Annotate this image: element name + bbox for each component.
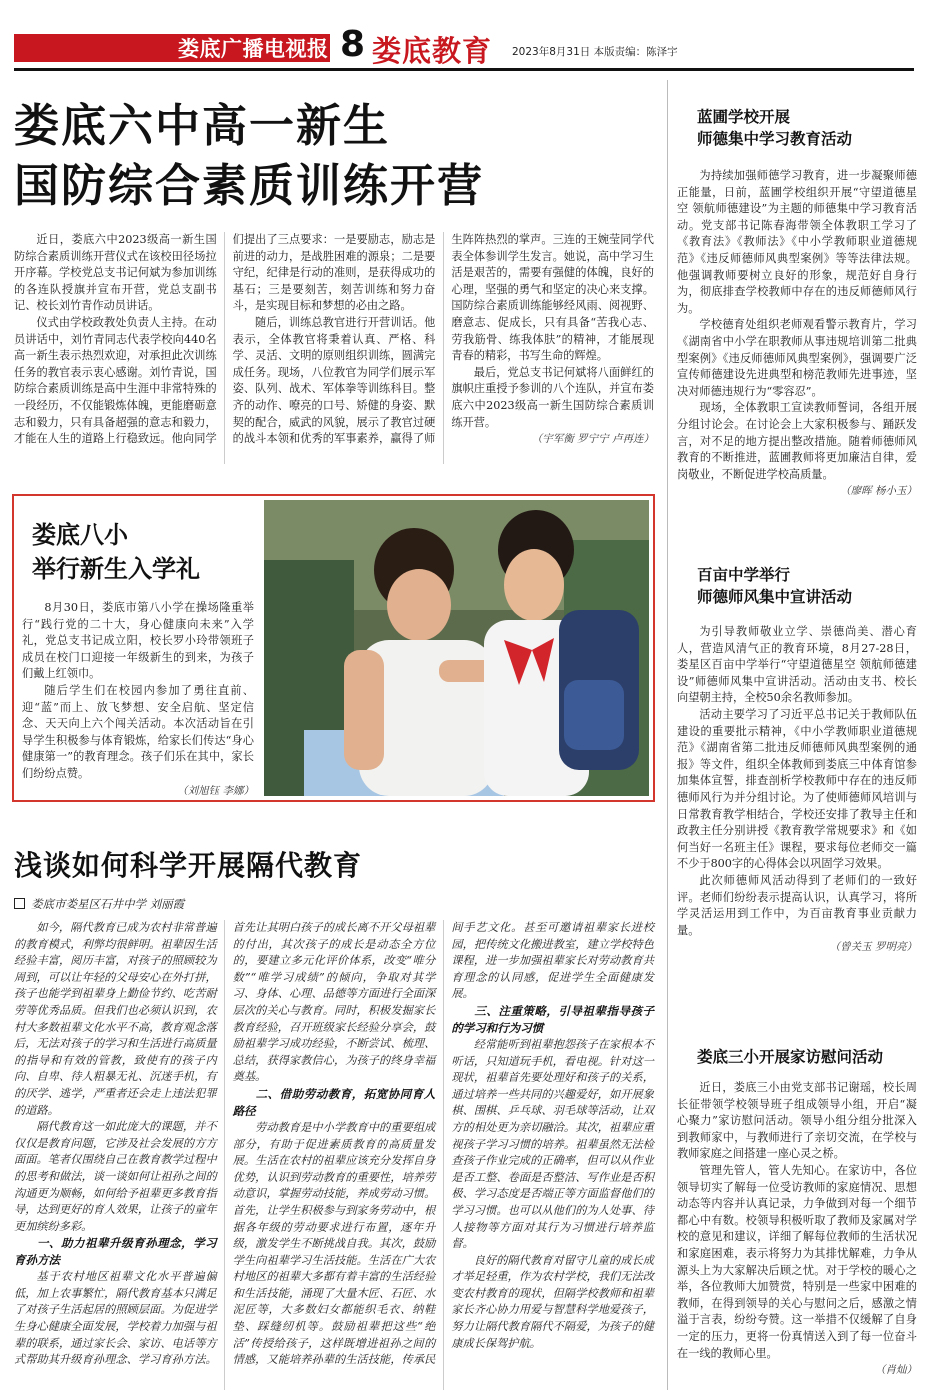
sidebar-item-1-body [677,168,917,500]
main-story-paragraph: 最后，党总支书记何斌将八面鲜红的旗帜庄重授予参训的八个连队，并宣布娄底六中2023级高一新生国防综合素质训练开营。 [451,365,654,429]
photo-story-paragraph: 随后学生们在校园内参加了勇往直前、迎“蓝”而上、放飞梦想、安全启航、坚定信念、天天向上六个闯关活动。本次活动旨在引导学生积极参与体育锻炼，给家长们传达“身心健康第一”的教育理念。孩子们乐在其中，家长们纷纷点赞。 [22,683,254,780]
photo-story-byline: （刘旭钰 李娜） [177,784,254,797]
essay-paragraph: 隔代教育这一如此庞大的课题，并不仅仅是教育问题，它涉及社会发展的方方面面。笔者仅围绕自己在教育教学过程中的思考和做法，谈一谈如何让祖孙之间的沟通更为顺畅，如何给予祖辈更多教育指导，达到更好的育人效果，让孩子的童年更加缤纷多彩。 [14,1120,217,1233]
photo-story-title-line1: 娄底八小 [32,521,128,549]
author-box-icon [14,898,25,909]
photo-story-title-line2: 举行新生入学礼 [32,555,200,583]
essay-subheading: 二、借助劳动教育，拓宽协同育人路径 [232,1086,436,1118]
main-story-title [14,96,484,216]
essay-body [14,920,654,1390]
sidebar-paragraph: 管理先管人，管人先知心。在家访中，各位领导切实了解每一位受访教师的家庭情况、思想动态等内容并认真记录，力争做到对每一个细节都心中有数。校领导积极听取了教师及家属对学校的意见和建议，详细了解每位教师的生活状况和家庭困难，表示将努力为其排忧解难，力争从源头上为大家解决后顾之忧。对于学校的暖心之举，各位教师大加赞赏，特别是一些家中困难的教师，在得到领导的关心与慰问之后，感激之情溢于言表，纷纷夸赞。这一举措不仅缓解了自身一定的压力，更将一份真情送入到了每一位奋斗在一线的教师心里。 [677,1163,917,1360]
sidebar-item-3-body [677,1080,917,1379]
sidebar-item-3-byline: （肖灿） [875,1364,917,1377]
essay-paragraph: 经常能听到祖辈抱怨孩子在家根本不听话，只知道玩手机，看电视。针对这一现状，祖辈首先要处理好和孩子的关系，通过培养一些共同的兴趣爱好，如开展象棋、围棋、乒乓球、羽毛球等活动，让双方的相处更为亲切融洽。其次，祖辈应重视孩子学习习惯的培养。祖辈虽然无法检查孩子作业完成的正确率，但可以从作业是否工整、卷面是否整洁、写作业是否积极、学习态度是否端正等方面监督他们的学习习惯。也可以从他们的为人处事、待人接物等方面对其行为习惯进行培养监督。 [451,1037,654,1251]
photo-story-title [32,518,200,586]
essay-paragraph: 良好的隔代教育对留守儿童的成长成才举足轻重，作为农村学校，我们无法改变农村教育的现状，但隔学校教师和祖辈家长齐心协力用爱与智慧科学地爱孩子，努力让隔代教育隔代不隔爱，为孩子的健康成长保驾护航。 [451,1253,654,1350]
sidebar-paragraph: 为持续加强师德学习教育，进一步凝聚师德正能量，日前，蓝圃学校组织开展“守望道德星空 领航师德建设”为主题的师德集中学习教育活动。党支部书记陈春海带领全体教职工学习了《教育法》《教师法》《中小学教师职业道德规范》《违反师德师风典型案例》等等法律法规。他强调教师要树立良好的形象，规范好自身行为，彻底排查学校教师中存在的违反师德师风行为。 [677,169,917,315]
sidebar-item-2-title-line2: 师德师风集中宣讲活动 [697,588,853,606]
main-story-title-line2: 国防综合素质训练开营 [14,159,485,212]
sidebar-paragraph: 学校德育处组织老师观看警示教育片，学习《湖南省中小学在职教师从事违规培训第二批典型案例》《违反师德师风典型案例》，强调要广泛宣传师德建设先进典型和榜范教师先进事迹，坚决对师德违规行为“零容忍”。 [677,318,917,398]
sidebar-paragraph: 近日，娄底三小由党支部书记谢瑶，校长周长征带领学校领导班子组成领导小组，开启“凝心聚力”家访慰问活动。领导小组分组分批深入到教师家中，与教师进行了亲切交流，在学校与教师家庭之间搭建一座心灵之桥。 [677,1081,917,1161]
essay-paragraph: 基于农村地区祖辈文化水平普遍偏低，加上农事繁忙，隔代教育基本只满足了对孩子生活起居的照顾层面。为促进学生身心健康全面发展，学校着力加强与祖辈的联系，通过家长会、家访、电话等方式帮助其升级育孙理念、学习育孙方法。首先让其明白孩子的成长离不开父母祖辈的付出，其次孩子的成长是动态全方位的，要建立多元化评价体系，改变“唯分数”“唯学习成绩”的倾向，争取对其学习、身体、心理、品德等方面进行全面深层次的关心与教育。同时，积极发掘家长教育经验，召开班级家长经验分享会，鼓励祖辈学习成功经验，不断尝试、梳理、总结，获得家教信心，为孩子的终身幸福奠基。 [14,921,436,1367]
photo-story-body [22,600,254,799]
sidebar-item-2-title-line1: 百亩中学举行 [697,566,791,584]
essay-subheading: 三、注重策略，引导祖辈指导孩子的学习和行为习惯 [451,1003,654,1035]
sidebar-item-3-title: 娄底三小开展家访慰问活动 [697,1048,884,1066]
essay-author [14,896,184,912]
sidebar-item-1-byline: （廖晖 杨小玉） [840,485,917,498]
main-story-paragraph: 近日，娄底六中2023级高一新生国防综合素质训练开营仪式在该校田径场拉开序幕。学校党总支书记何斌为参加训练的各连队授旗并宣布开营，党总支副书记、校长刘竹青作动员讲话。 [14,233,217,313]
main-story-body [14,232,654,464]
page-number: 8 [340,24,366,65]
sidebar-item-2-byline: （曾关玉 罗明亮） [829,941,917,954]
sidebar-item-2-title [697,564,852,608]
sidebar-paragraph: 为引导教师敬业立学、崇德尚美、潜心育人，营造风清气正的教育环境，8月27-28日，娄星区百亩中学举行“守望道德星空 领航师德建设”师德师风集中宣讲活动。活动由支书、校长向望朝主持，全校50余名教师参加。 [677,625,917,705]
masthead-rule [14,68,914,71]
main-story-title-line1: 娄底六中高一新生 [14,99,391,152]
main-story-paragraph: 仪式由学校政教处负责人主持。在动员讲话中，刘竹青同志代表学校向440名高一新生表示热烈欢迎，对承担此次训练任务的教官表示衷心感谢。刘竹青说，国防综合素质训练是高中生涯中非常特殊的一段经历，不仅能锻炼体魄，更能磨砺意志和毅力，只有具备超强的意志和毅力，才能在人生的道路上行稳致远。他向同学们提出了三点要求：一是要励志，励志是前进的动力，是战胜困难的源泉；二是要守纪，纪律是行动的准则，是获得成功的基石；三是要刻苦，刻苦训练和努力奋斗，是实现目标和梦想的必由之路。 [14,233,436,446]
essay-paragraph: 如今，隔代教育已成为农村非常普遍的教育模式，利弊均很鲜明。祖辈因生活经验丰富，阅历丰富，对孩子的照顾较为周到，可以让年轻的父母安心在外打拼，孩子也能学到祖辈身上勤俭节约、吃苦耐劳等优秀品质。但我们也必须认识到，农村大多数祖辈文化水平不高，教育观念落后，无法对孩子的学习和生活进行高质量的指导和有效的管教，致使有的孩子内向、自卑、待人粗暴无礼、沉迷手机，有的厌学、逃学，严重者还会走上违法犯罪的道路。 [14,921,217,1117]
sidebar-paragraph: 此次师德师风活动得到了老师们的一致好评。老师们纷纷表示提高认识，认真学习，将所学灵活运用到工作中，为百亩教育事业贡献力量。 [677,873,917,937]
students-photo [264,500,649,796]
essay-subheading: 一、助力祖辈升级育孙理念，学习育孙方法 [14,1236,217,1268]
newspaper-brand: 娄底广播电视报 [178,37,329,61]
sidebar-item-1-title-line1: 蓝圃学校开展 [697,108,791,126]
section-name: 娄底教育 [372,34,493,68]
photo-story-paragraph: 8月30日，娄底市第八小学在操场隆重举行“践行党的二十大，身心健康向未来”入学礼，党总支书记成立阳，校长罗小玲带领班子成员在校门口迎接一年级新生的到来，为孩子们戴上红领巾。 [22,601,254,681]
main-story-byline: （宇军衡 罗宁宁 卢再连） [531,433,654,446]
sidebar-paragraph: 现场，全体教职工宣读教师誓词，各组开展分组讨论会。在讨论会上大家积极参与、踊跃发言，对不足的地方提出整改措施。随着师德师风教育的不断推进，蓝圃教师将更加廉洁自律，爱岗敬业，不断促进学校高质量。 [677,401,917,481]
date-editor-line: 2023年8月31日 本版责编：陈泽宇 [512,46,678,58]
column-divider [667,80,668,1390]
sidebar-item-1-title-line2: 师德集中学习教育活动 [697,130,853,148]
essay-title: 浅谈如何科学开展隔代教育 [14,849,363,882]
sidebar-paragraph: 活动主要学习了习近平总书记关于教师队伍建设的重要批示精神，《中小学教师职业道德规范》《湖南省第二批违反师德师风典型案例的通报》等文件，组织全体教师到娄底三中体育馆参加集体宣誓，排查剖析学校教师中存在的违反师德师风行为并分组讨论。为了使师德师风培训与日常教育教学相结合，学校还安排了教导主任和政教主任分别讲授《教育教学常规要求》和《如何当好一名班主任》课程，要求每位老师交一篇不少于800字的心得体会以巩固学习效果。 [677,707,917,871]
essay-paragraph: 劳动教育是中小学教育中的重要组成部分，有助于促进素质教育的高质量发展。生活在农村的祖辈应该充分发挥自身优势，认识到劳动教育的重要性，培养劳动意识，掌握劳动技能，养成劳动习惯。首先，让学生积极参与到家务劳动中，根据各年级的劳动要求进行布置，逐年升级，激发学生不断挑战自我。其次，鼓励学生向祖辈学习生活技能。生活在广大农村地区的祖辈大多都有着丰富的生活经验和生活技能，涌现了大量木匠、石匠、水泥匠等，大多数妇女都能织毛衣、纳鞋垫、踩缝纫机等。鼓励祖辈把这些“绝活”传授给孩子，这样既增进祖孙之间的情感，又能培养孙辈的生活技能，传承民间手艺文化。甚至可邀请祖辈家长进校园，把传统文化搬进教室，建立学校特色课程，进一步加强祖辈家长对劳动教育共育理念的认同感，促进学生全面健康发展。 [232,921,654,1367]
essay-author-line: 娄底市娄星区石井中学 刘丽霞 [31,897,185,911]
sidebar-item-1-title [697,106,852,150]
main-story-paragraph: 随后，训练总教官进行开营训话。他表示，全体教官将秉着认真、严格、科学、灵活、文明的原则组织训练，圆满完成任务。现场，八位教官为同学们展示军姿、队列、战术、军体拳等训练科目。整齐的动作、嘹亮的口号、矫健的身姿、默契的配合，威武的风貌，展示了教官过硬的战斗本领和优秀的军事素养，赢得了师生阵阵热烈的掌声。三连的王婉莹同学代表全体参训学生发言。她说，高中学习生活是艰苦的，需要有强健的体魄，良好的心理，坚强的勇气和坚定的决心来支撑。国防综合素质训练能够经风雨、阅视野、磨意志、促成长，只有具备“苦我心志、劳我筋骨、练我体肤”的精神，才能展现青春的精彩，书写生命的辉煌。 [232,233,654,446]
sidebar-item-2-body [677,624,917,956]
